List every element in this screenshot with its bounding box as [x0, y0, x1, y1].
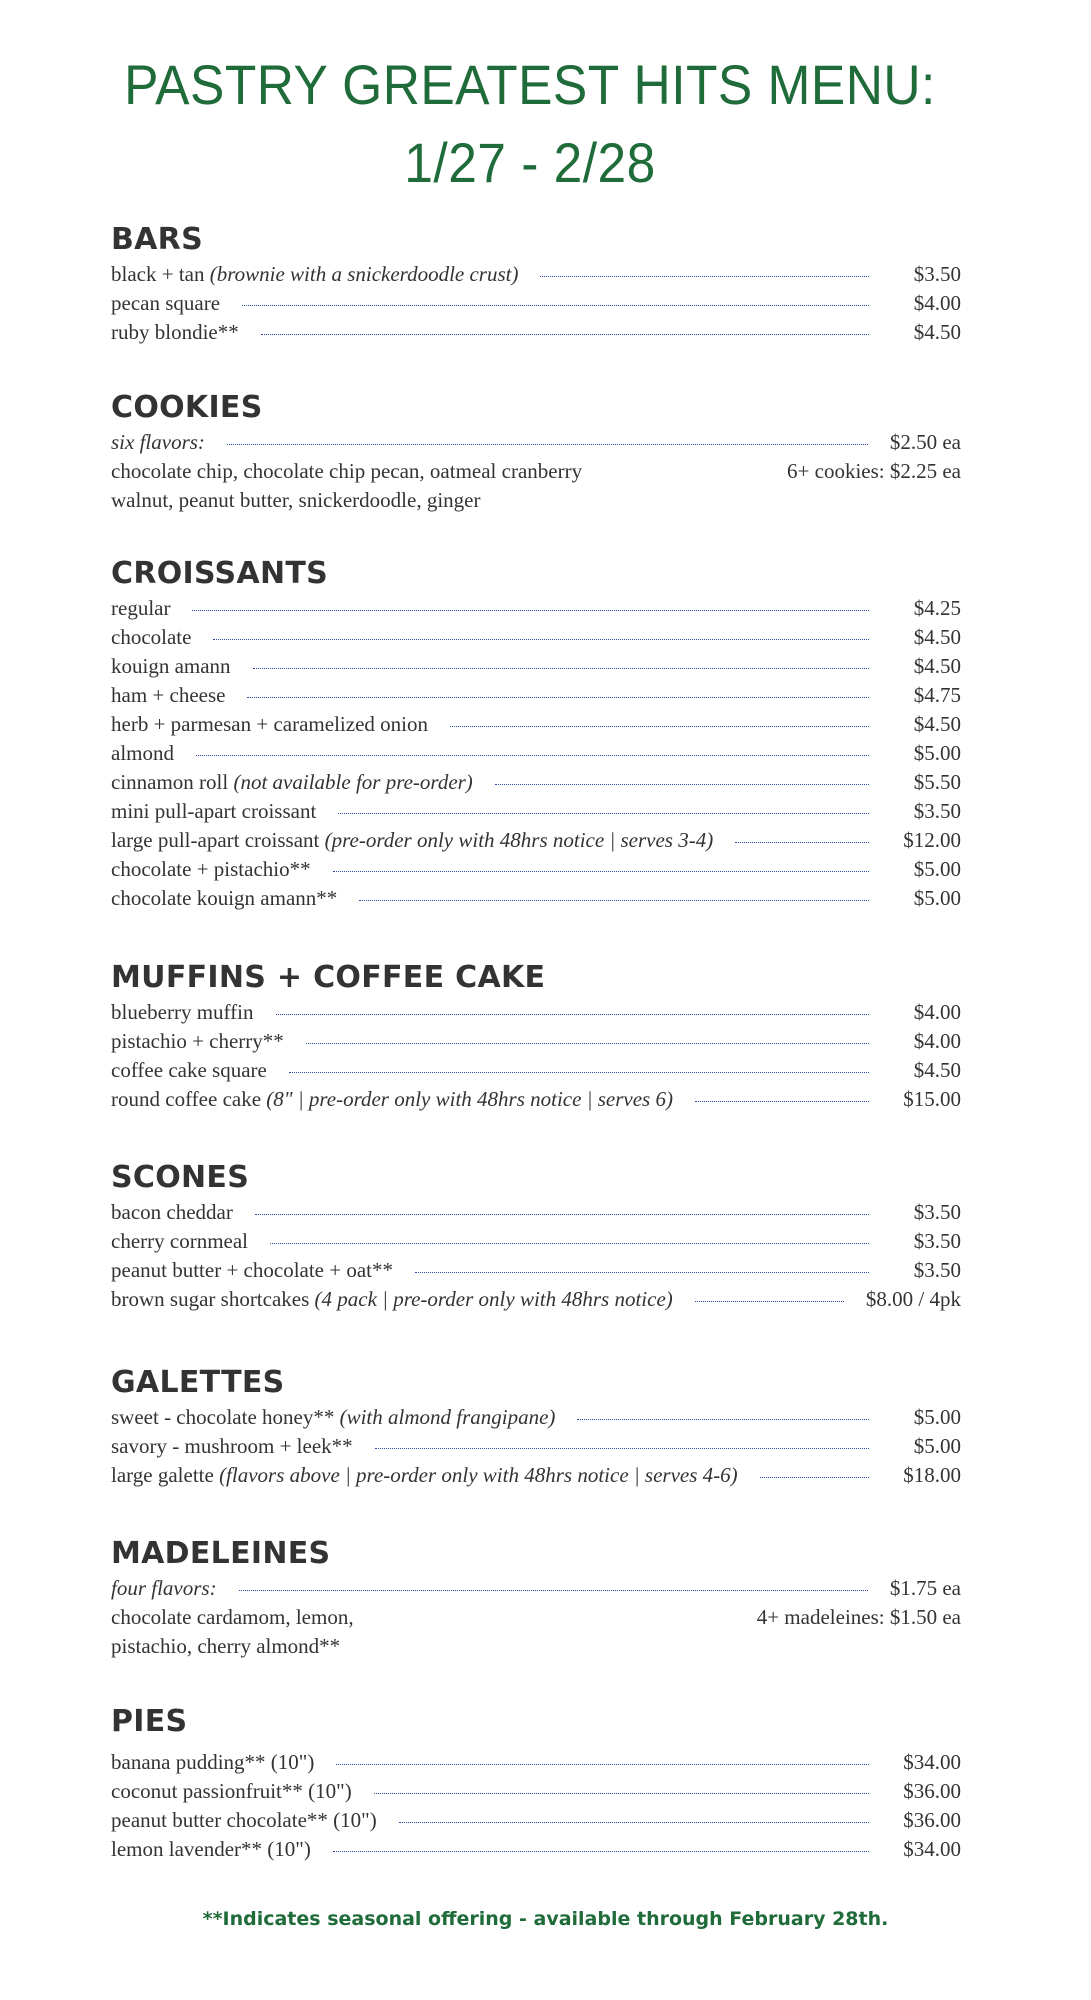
- menu-item-row: [111, 1461, 961, 1490]
- cookies-bulk-price: 6+ cookies: $2.25 ea: [787, 459, 961, 483]
- item-name-text: peanut butter + chocolate + oat**: [111, 1258, 394, 1282]
- section-galettes: [111, 1365, 961, 1490]
- menu-item-price: $5.00: [913, 857, 961, 881]
- menu-item-row: [111, 1777, 961, 1806]
- item-note: (8" | pre-order only with 48hrs notice | serves 6): [266, 1087, 673, 1111]
- item-name-text: savory - mushroom + leek**: [111, 1434, 353, 1458]
- item-name-text: bacon cheddar: [111, 1200, 233, 1224]
- item-name-text: banana pudding** (10"): [111, 1750, 315, 1774]
- item-note: (not available for pre-order): [233, 770, 473, 794]
- item-name-text: brown sugar shortcakes: [111, 1287, 310, 1311]
- item-name-text: chocolate: [111, 625, 192, 649]
- menu-item-price: $3.50: [913, 1200, 961, 1224]
- menu-item-row: [111, 1806, 961, 1835]
- leader-dots: [695, 1101, 869, 1102]
- menu-item-name: [111, 710, 428, 739]
- section-cookies: [111, 390, 961, 515]
- menu-item-row: [111, 1403, 961, 1432]
- item-name-text: chocolate + pistachio**: [111, 857, 311, 881]
- leader-dots: [735, 842, 869, 843]
- menu-item-price: $34.00: [903, 1837, 961, 1861]
- menu-item-price: $4.50: [913, 625, 961, 649]
- menu-item-price: $4.00: [913, 1029, 961, 1053]
- menu-item-name: [111, 1403, 555, 1432]
- madeleines-flavors-line1: chocolate cardamom, lemon,: [111, 1605, 354, 1629]
- menu-item-row: [111, 739, 961, 768]
- menu-item-name: [111, 1461, 738, 1490]
- item-name-text: coconut passionfruit** (10"): [111, 1779, 352, 1803]
- menu-item-price: $4.00: [913, 291, 961, 315]
- section-title-cookies: COOKIES: [111, 390, 263, 425]
- madeleines-lead-label: four flavors:: [111, 1576, 217, 1600]
- item-name-text: coffee cake square: [111, 1058, 267, 1082]
- bars-list: [111, 260, 961, 347]
- menu-item-row: [111, 594, 961, 623]
- menu-item-row: [111, 855, 961, 884]
- menu-item-row: [111, 1227, 961, 1256]
- item-name-text: round coffee cake: [111, 1087, 262, 1111]
- menu-item-name: [111, 260, 518, 289]
- menu-item-row: [111, 623, 961, 652]
- section-title-croissants: CROISSANTS: [111, 556, 329, 591]
- menu-item-price: $12.00: [903, 828, 961, 852]
- item-name-text: peanut butter chocolate** (10"): [111, 1808, 377, 1832]
- section-title-galettes: GALETTES: [111, 1365, 285, 1400]
- leader-dots: [333, 1851, 869, 1852]
- madeleines-flavors-row-2: [111, 1632, 961, 1661]
- item-name-text: herb + parmesan + caramelized onion: [111, 712, 428, 736]
- leader-dots: [192, 610, 869, 611]
- madeleines-flavors-row: [111, 1603, 961, 1632]
- menu-item-name: [111, 1256, 393, 1285]
- madeleines-bulk-price: 4+ madeleines: $1.50 ea: [756, 1605, 961, 1629]
- menu-item-name: [111, 1777, 352, 1806]
- menu-item-row: [111, 1027, 961, 1056]
- section-croissants: [111, 556, 961, 913]
- menu-item-row: [111, 1056, 961, 1085]
- menu-item-price: $4.25: [913, 596, 961, 620]
- menu-item-row: [111, 318, 961, 347]
- menu-item-name: [111, 652, 231, 681]
- menu-item-row: [111, 260, 961, 289]
- menu-item-name: [111, 1198, 233, 1227]
- menu-item-name: [111, 1835, 311, 1864]
- menu-item-name: [111, 884, 337, 913]
- item-name-text: sweet - chocolate honey**: [111, 1405, 335, 1429]
- menu-item-row: [111, 1835, 961, 1864]
- menu-item-price: $3.50: [913, 262, 961, 286]
- menu-item-price: $18.00: [903, 1463, 961, 1487]
- menu-item-name: [111, 289, 220, 318]
- section-pies: [111, 1704, 961, 1864]
- menu-item-price: $4.50: [913, 320, 961, 344]
- leader-dots: [239, 1590, 868, 1591]
- leader-dots: [306, 1043, 869, 1044]
- menu-item-row: [111, 1432, 961, 1461]
- item-note: (with almond frangipane): [339, 1405, 556, 1429]
- menu-item-row: [111, 768, 961, 797]
- item-name-text: black + tan: [111, 262, 205, 286]
- menu-item-row: [111, 1285, 961, 1314]
- madeleines-lead-row: [111, 1574, 961, 1603]
- menu-item-name: [111, 1285, 673, 1314]
- menu-item-name: [111, 594, 170, 623]
- item-name-text: lemon lavender** (10"): [111, 1837, 311, 1861]
- menu-item-name: [111, 826, 713, 855]
- galettes-list: [111, 1403, 961, 1490]
- leader-dots: [213, 639, 869, 640]
- leader-dots: [270, 1243, 869, 1244]
- item-note: (flavors above | pre-order only with 48hrs notice | serves 4-6): [219, 1463, 738, 1487]
- menu-item-row: [111, 681, 961, 710]
- item-name-text: almond: [111, 741, 174, 765]
- menu-item-price: $5.50: [913, 770, 961, 794]
- leader-dots: [577, 1419, 869, 1420]
- menu-item-name: [111, 681, 225, 710]
- section-title-madeleines: MADELEINES: [111, 1536, 331, 1571]
- section-bars: [111, 222, 961, 347]
- leader-dots: [196, 755, 869, 756]
- menu-item-row: [111, 998, 961, 1027]
- menu-item-row: [111, 826, 961, 855]
- item-name-text: cinnamon roll: [111, 770, 229, 794]
- madeleines-lead-price: $1.75 ea: [889, 1576, 961, 1600]
- menu-item-row: [111, 652, 961, 681]
- menu-item-row: [111, 1748, 961, 1777]
- leader-dots: [375, 1448, 869, 1449]
- menu-item-row: [111, 289, 961, 318]
- menu-item-price: $8.00 / 4pk: [865, 1287, 961, 1311]
- seasonal-footnote: **Indicates seasonal offering - available through February 28th.: [202, 1908, 889, 1930]
- item-name-text: ham + cheese: [111, 683, 226, 707]
- item-name-text: pistachio + cherry**: [111, 1029, 284, 1053]
- menu-item-name: [111, 623, 191, 652]
- menu-item-name: [111, 797, 316, 826]
- cookies-lead-label: six flavors:: [111, 430, 205, 454]
- menu-item-name: [111, 1085, 673, 1114]
- item-note: (4 pack | pre-order only with 48hrs notice): [314, 1287, 673, 1311]
- menu-item-name: [111, 1027, 284, 1056]
- section-title-bars: BARS: [111, 222, 203, 257]
- item-name-text: blueberry muffin: [111, 1000, 254, 1024]
- menu-item-name: [111, 318, 239, 347]
- section-title-pies: PIES: [111, 1704, 188, 1739]
- leader-dots: [695, 1301, 844, 1302]
- menu-date-range: 1/27 - 2/28: [404, 131, 656, 194]
- leader-dots: [255, 1214, 869, 1215]
- menu-item-name: [111, 739, 174, 768]
- leader-dots: [333, 871, 869, 872]
- menu-item-price: $4.50: [913, 712, 961, 736]
- pies-list: [111, 1748, 961, 1864]
- cookies-lead-row: [111, 428, 961, 457]
- menu-item-name: [111, 1056, 267, 1085]
- menu-item-name: [111, 998, 254, 1027]
- leader-dots: [338, 813, 869, 814]
- cookies-flavors-line2: walnut, peanut butter, snickerdoodle, ginger: [111, 488, 481, 512]
- item-name-text: regular: [111, 596, 171, 620]
- menu-item-name: [111, 855, 311, 884]
- muffins-list: [111, 998, 961, 1114]
- leader-dots: [540, 276, 869, 277]
- leader-dots: [399, 1822, 869, 1823]
- menu-item-price: $4.00: [913, 1000, 961, 1024]
- cookies-lead-price: $2.50 ea: [889, 430, 961, 454]
- leader-dots: [374, 1793, 869, 1794]
- menu-item-price: $15.00: [903, 1087, 961, 1111]
- item-note: (pre-order only with 48hrs notice | serves 3-4): [324, 828, 714, 852]
- item-name-text: large galette: [111, 1463, 214, 1487]
- menu-title: PASTRY GREATEST HITS MENU:: [124, 53, 936, 116]
- menu-item-price: $5.00: [913, 1405, 961, 1429]
- leader-dots: [415, 1272, 869, 1273]
- menu-item-name: [111, 1432, 353, 1461]
- menu-item-price: $3.50: [913, 1229, 961, 1253]
- menu-item-row: [111, 797, 961, 826]
- item-name-text: pecan square: [111, 291, 221, 315]
- section-scones: [111, 1160, 961, 1314]
- cookies-flavors-row: [111, 457, 961, 486]
- leader-dots: [253, 668, 869, 669]
- menu-item-row: [111, 1198, 961, 1227]
- menu-item-price: $4.75: [913, 683, 961, 707]
- leader-dots: [227, 444, 868, 445]
- menu-item-price: $5.00: [913, 741, 961, 765]
- section-madeleines: [111, 1536, 961, 1661]
- menu-item-price: $36.00: [903, 1779, 961, 1803]
- menu-item-name: [111, 1806, 377, 1835]
- menu-item-name: [111, 768, 473, 797]
- section-title-muffins: MUFFINS + COFFEE CAKE: [111, 960, 546, 995]
- leader-dots: [760, 1477, 869, 1478]
- menu-item-price: $5.00: [913, 1434, 961, 1458]
- item-note: (brownie with a snickerdoodle crust): [209, 262, 519, 286]
- menu-item-price: $36.00: [903, 1808, 961, 1832]
- cookies-flavors-line1: chocolate chip, chocolate chip pecan, oatmeal cranberry: [111, 459, 583, 483]
- menu-item-price: $5.00: [913, 886, 961, 910]
- menu-item-price: $4.50: [913, 654, 961, 678]
- menu-item-row: [111, 710, 961, 739]
- leader-dots: [276, 1014, 870, 1015]
- leader-dots: [495, 784, 869, 785]
- section-title-scones: SCONES: [111, 1160, 250, 1195]
- menu-item-price: $3.50: [913, 799, 961, 823]
- item-name-text: chocolate kouign amann**: [111, 886, 338, 910]
- menu-item-row: [111, 1256, 961, 1285]
- menu-item-price: $4.50: [913, 1058, 961, 1082]
- item-name-text: large pull-apart croissant: [111, 828, 320, 852]
- menu-item-price: $3.50: [913, 1258, 961, 1282]
- item-name-text: ruby blondie**: [111, 320, 239, 344]
- leader-dots: [261, 334, 869, 335]
- item-name-text: mini pull-apart croissant: [111, 799, 317, 823]
- scones-list: [111, 1198, 961, 1314]
- menu-item-name: [111, 1748, 314, 1777]
- item-name-text: cherry cornmeal: [111, 1229, 249, 1253]
- madeleines-flavors-line2: pistachio, cherry almond**: [111, 1634, 341, 1658]
- menu-item-price: $34.00: [903, 1750, 961, 1774]
- leader-dots: [289, 1072, 869, 1073]
- leader-dots: [247, 697, 869, 698]
- croissants-list: [111, 594, 961, 913]
- item-name-text: kouign amann: [111, 654, 231, 678]
- leader-dots: [336, 1764, 869, 1765]
- cookies-flavors-row-2: [111, 486, 961, 515]
- menu-item-row: [111, 884, 961, 913]
- leader-dots: [359, 900, 869, 901]
- menu-item-name: [111, 1227, 248, 1256]
- section-muffins: [111, 960, 961, 1114]
- menu-item-row: [111, 1085, 961, 1114]
- leader-dots: [242, 305, 869, 306]
- leader-dots: [450, 726, 869, 727]
